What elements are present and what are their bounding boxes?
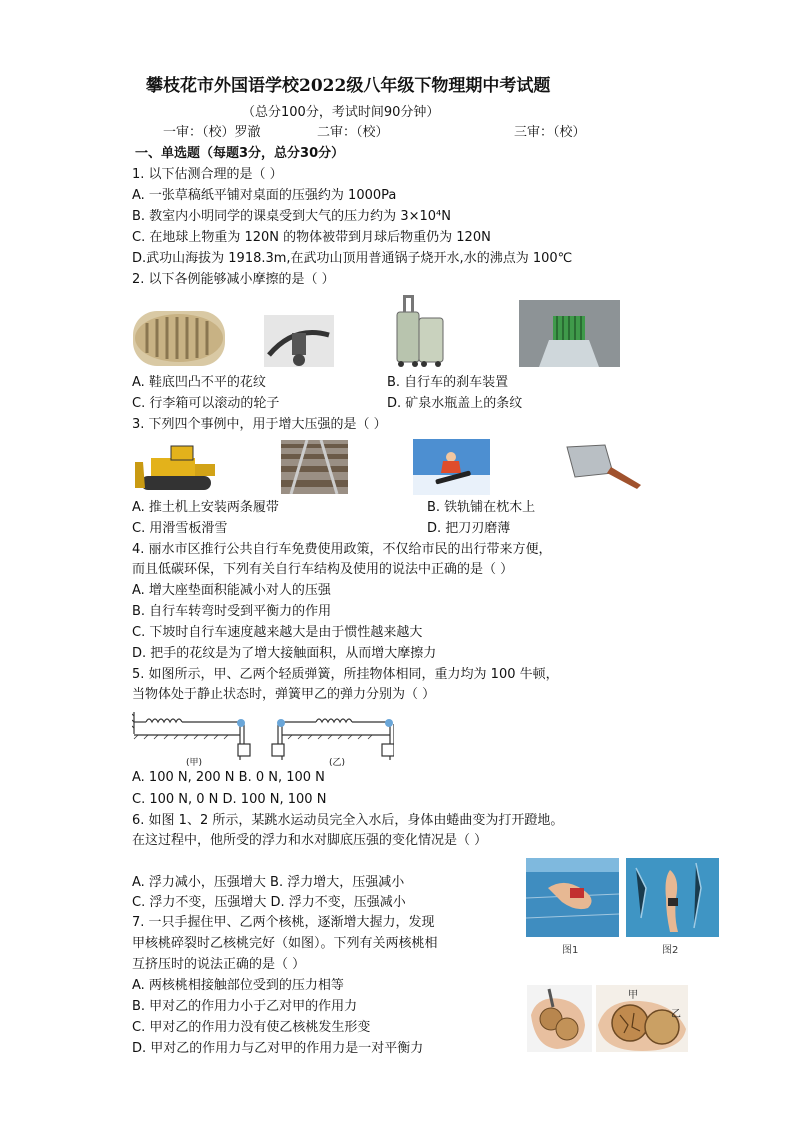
q6-options-ab: A. 浮力减小，压强增大 B. 浮力增大，压强减小 <box>132 875 405 890</box>
review-2: 二审：（校） <box>317 125 389 140</box>
bottle-cap-image <box>519 300 620 367</box>
q5-options-cd: C. 100 N, 0 N D. 100 N, 100 N <box>132 792 327 807</box>
walnut-label-jia: 甲 <box>628 990 638 1001</box>
q7-option-d: D. 甲对乙的作用力与乙对甲的作用力是一对平衡力 <box>132 1041 424 1056</box>
q2-option-c: C. 行李箱可以滚动的轮子 <box>132 396 280 411</box>
q5-stem-line2: 当物体处于静止状态时，弹簧甲乙的弹力分别为（ ） <box>132 687 436 702</box>
q7-option-a: A. 两核桃相接触部位受到的压力相等 <box>132 978 344 993</box>
bulldozer-image <box>133 440 225 493</box>
q1-stem: 1. 以下估测合理的是（ ） <box>132 167 283 182</box>
bike-brake-image <box>264 315 334 367</box>
q2-stem: 2. 以下各例能够减小摩擦的是（ ） <box>132 272 335 287</box>
section-heading: 一、单选题（每题3分，总分30分） <box>135 146 345 161</box>
diver-figure-2 <box>626 858 719 937</box>
knife-image <box>563 441 645 491</box>
q1-option-b: B. 教室内小明同学的课桌受到大气的压力约为 3×10⁴N <box>132 209 451 224</box>
q3-option-b: B. 铁轨铺在枕木上 <box>427 500 536 515</box>
diver-figure-1 <box>526 858 619 937</box>
q3-option-a: A. 推土机上安装两条履带 <box>132 500 279 515</box>
q7-stem-line2: 甲核桃碎裂时乙核桃完好（如图）。下列有关两核桃相 <box>132 936 438 951</box>
q3-option-c: C. 用滑雪板滑雪 <box>132 521 228 536</box>
q3-option-d: D. 把刀刃磨薄 <box>427 521 511 536</box>
q5-options-ab: A. 100 N, 200 N B. 0 N, 100 N <box>132 770 325 785</box>
fig-label-yi: (乙) <box>329 758 346 768</box>
q4-option-a: A. 增大座垫面积能减小对人的压强 <box>132 583 331 598</box>
q6-stem-line1: 6. 如图 1、2 所示，某跳水运动员完全入水后，身体由蜷曲变为打开蹬地。 <box>132 813 564 828</box>
spring-diagram <box>132 708 394 768</box>
q2-option-a: A. 鞋底凹凸不平的花纹 <box>132 375 266 390</box>
fig-label-jia: (甲) <box>186 758 203 768</box>
q2-option-b: B. 自行车的刹车装置 <box>387 375 509 390</box>
q7-option-c: C. 甲对乙的作用力没有使乙核桃发生形变 <box>132 1020 371 1035</box>
review-3: 三审：（校） <box>514 125 586 140</box>
q5-stem-line1: 5. 如图所示，甲、乙两个轻质弹簧，所挂物体相同，重力均为 100 牛顿， <box>132 667 559 682</box>
q3-stem: 3. 下列四个事例中，用于增大压强的是（ ） <box>132 417 387 432</box>
q6-options-cd: C. 浮力不变，压强增大 D. 浮力不变，压强减小 <box>132 895 406 910</box>
q7-stem-line1: 7. 一只手握住甲、乙两个核桃，逐渐增大握力，发现 <box>132 915 435 930</box>
q6-stem-line2: 在这过程中，他所受的浮力和水对脚底压强的变化情况是（ ） <box>132 833 488 848</box>
walnut-label-yi: 乙 <box>671 1009 681 1020</box>
q4-option-b: B. 自行车转弯时受到平衡力的作用 <box>132 604 332 619</box>
fig1-caption: 图1 <box>562 945 579 956</box>
q7-stem-line3: 互挤压时的说法正确的是（ ） <box>132 957 306 972</box>
exam-info: （总分100分，考试时间90分钟） <box>242 105 440 120</box>
q4-option-d: D. 把手的花纹是为了增大接触面积，从而增大摩擦力 <box>132 646 437 661</box>
q2-option-d: D. 矿泉水瓶盖上的条纹 <box>387 396 523 411</box>
fig2-caption: 图2 <box>662 945 679 956</box>
q4-stem-line1: 4. 丽水市区推行公共自行车免费使用政策，不仅给市民的出行带来方便， <box>132 542 552 557</box>
q7-option-b: B. 甲对乙的作用力小于乙对甲的作用力 <box>132 999 358 1014</box>
review-1: 一审：（校）罗澈 <box>163 125 261 140</box>
q1-option-d: D.武功山海拔为 1918.3m,在武功山顶用普通锅子烧开水,水的沸点为 100℃ <box>132 251 573 266</box>
q4-option-c: C. 下坡时自行车速度越来越大是由于惯性越来越大 <box>132 625 423 640</box>
q1-option-a: A. 一张草稿纸平铺对桌面的压强约为 1000Pa <box>132 188 397 203</box>
shoe-sole-image <box>133 311 225 366</box>
walnut-hand-image <box>527 985 592 1052</box>
page-title: 攀枝花市外国语学校2022级八年级下物理期中考试题 <box>146 76 551 96</box>
luggage-image <box>393 292 448 368</box>
q4-stem-line2: 而且低碳环保，下列有关自行车结构及使用的说法中正确的是（ ） <box>132 562 514 577</box>
q1-option-c: C. 在地球上物重为 120N 的物体被带到月球后物重仍为 120N <box>132 230 491 245</box>
snowboard-image <box>413 439 490 495</box>
railway-track-image <box>281 440 348 494</box>
